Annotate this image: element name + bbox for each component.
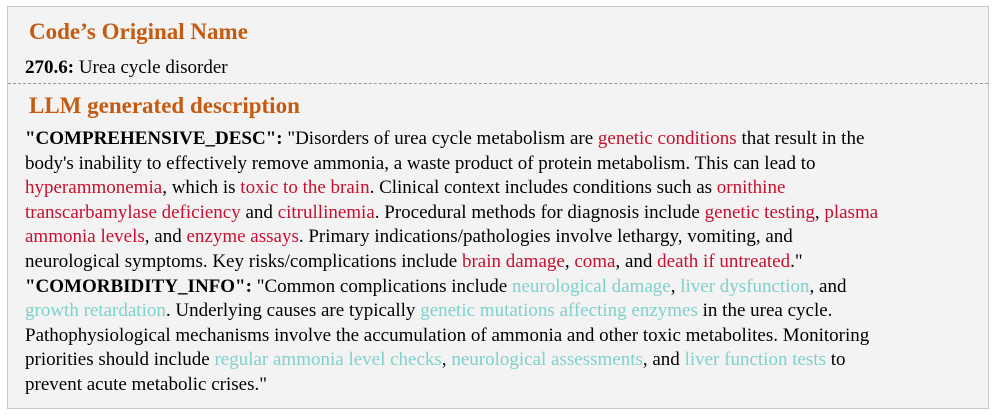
risk-highlight: citrullinemia	[277, 201, 375, 223]
risk-highlight: ammonia levels	[25, 226, 145, 248]
text-segment: priorities should include	[25, 349, 215, 371]
risk-highlight: ornithine	[716, 177, 786, 199]
comorbidity-highlight: growth retardation	[25, 300, 166, 322]
text-segment: . Underlying causes are typically	[165, 300, 421, 322]
text-segment: . Primary indications/pathologies involve lethargy, vomiting, and	[298, 226, 793, 248]
original-name-heading: Code’s Original Name	[29, 19, 248, 44]
risk-highlight: coma	[574, 250, 616, 272]
description-line	[25, 275, 983, 300]
field-key: "COMORBIDITY_INFO":	[25, 275, 252, 297]
text-segment: ,	[564, 250, 575, 272]
text-segment: , and	[144, 226, 187, 248]
field-key: "COMPREHENSIVE_DESC":	[25, 128, 283, 149]
text-segment: Pathophysiological mechanisms involve the accumulation of ammonia and other toxic metabolites. Monitoring	[25, 324, 870, 346]
description-line	[25, 201, 983, 226]
description-line	[25, 299, 983, 324]
comorbidity-highlight: genetic mutations affecting enzymes	[420, 300, 698, 322]
text-segment: , and	[615, 250, 658, 272]
text-segment: , and	[642, 349, 685, 371]
text-segment: , which is	[162, 177, 241, 199]
text-segment: "Disorders of urea cycle metabolism are	[282, 128, 598, 149]
risk-highlight: brain damage	[461, 250, 565, 272]
risk-highlight: plasma	[824, 201, 879, 223]
section-divider	[8, 83, 988, 84]
risk-highlight: death if untreated	[657, 250, 791, 272]
text-segment: in the urea cycle.	[697, 300, 833, 322]
risk-highlight: hyperammonemia	[25, 177, 163, 199]
description-line	[25, 373, 983, 398]
text-segment: ,	[670, 275, 681, 297]
description-line	[25, 324, 983, 349]
text-segment: ."	[790, 250, 803, 272]
text-segment: prevent acute metabolic crises."	[25, 373, 267, 395]
comorbidity-highlight: neurological assessments	[451, 349, 643, 371]
text-segment: . Procedural methods for diagnosis include	[374, 201, 705, 223]
risk-highlight: transcarbamylase deficiency	[25, 201, 241, 223]
code-number: 270.6:	[25, 57, 75, 78]
text-segment: neurological symptoms. Key risks/complications include	[25, 250, 462, 272]
text-segment: , and	[809, 275, 847, 297]
description-line	[25, 348, 983, 373]
description-line	[25, 127, 983, 152]
text-segment: . Clinical context includes conditions such as	[369, 177, 717, 199]
text-segment: ,	[441, 349, 452, 371]
text-segment: and	[240, 201, 278, 223]
risk-highlight: genetic conditions	[597, 128, 737, 149]
comorbidity-highlight: neurological damage	[511, 275, 671, 297]
risk-highlight: enzyme assays	[186, 226, 299, 248]
description-line	[25, 152, 983, 177]
text-segment: that result in the	[736, 128, 865, 149]
text-segment: body's inability to effectively remove ammonia, a waste product of protein metabolism. This can lead to	[25, 152, 816, 174]
risk-highlight: genetic testing	[704, 201, 815, 223]
description-line	[25, 225, 983, 250]
text-segment: ,	[814, 201, 825, 223]
description-line	[25, 250, 983, 275]
llm-description-heading: LLM generated description	[29, 93, 300, 118]
risk-highlight: toxic to the brain	[240, 177, 370, 199]
comorbidity-highlight: liver dysfunction	[680, 275, 810, 297]
code-name: Urea cycle disorder	[78, 57, 228, 78]
text-segment: to	[825, 349, 846, 371]
original-name-line	[25, 57, 228, 79]
comorbidity-highlight: regular ammonia level checks	[214, 349, 442, 371]
text-segment: "Common complications include	[251, 275, 512, 297]
llm-description-text	[25, 127, 983, 398]
code-description-card	[7, 6, 989, 409]
description-line	[25, 176, 983, 201]
comorbidity-highlight: liver function tests	[684, 349, 826, 371]
